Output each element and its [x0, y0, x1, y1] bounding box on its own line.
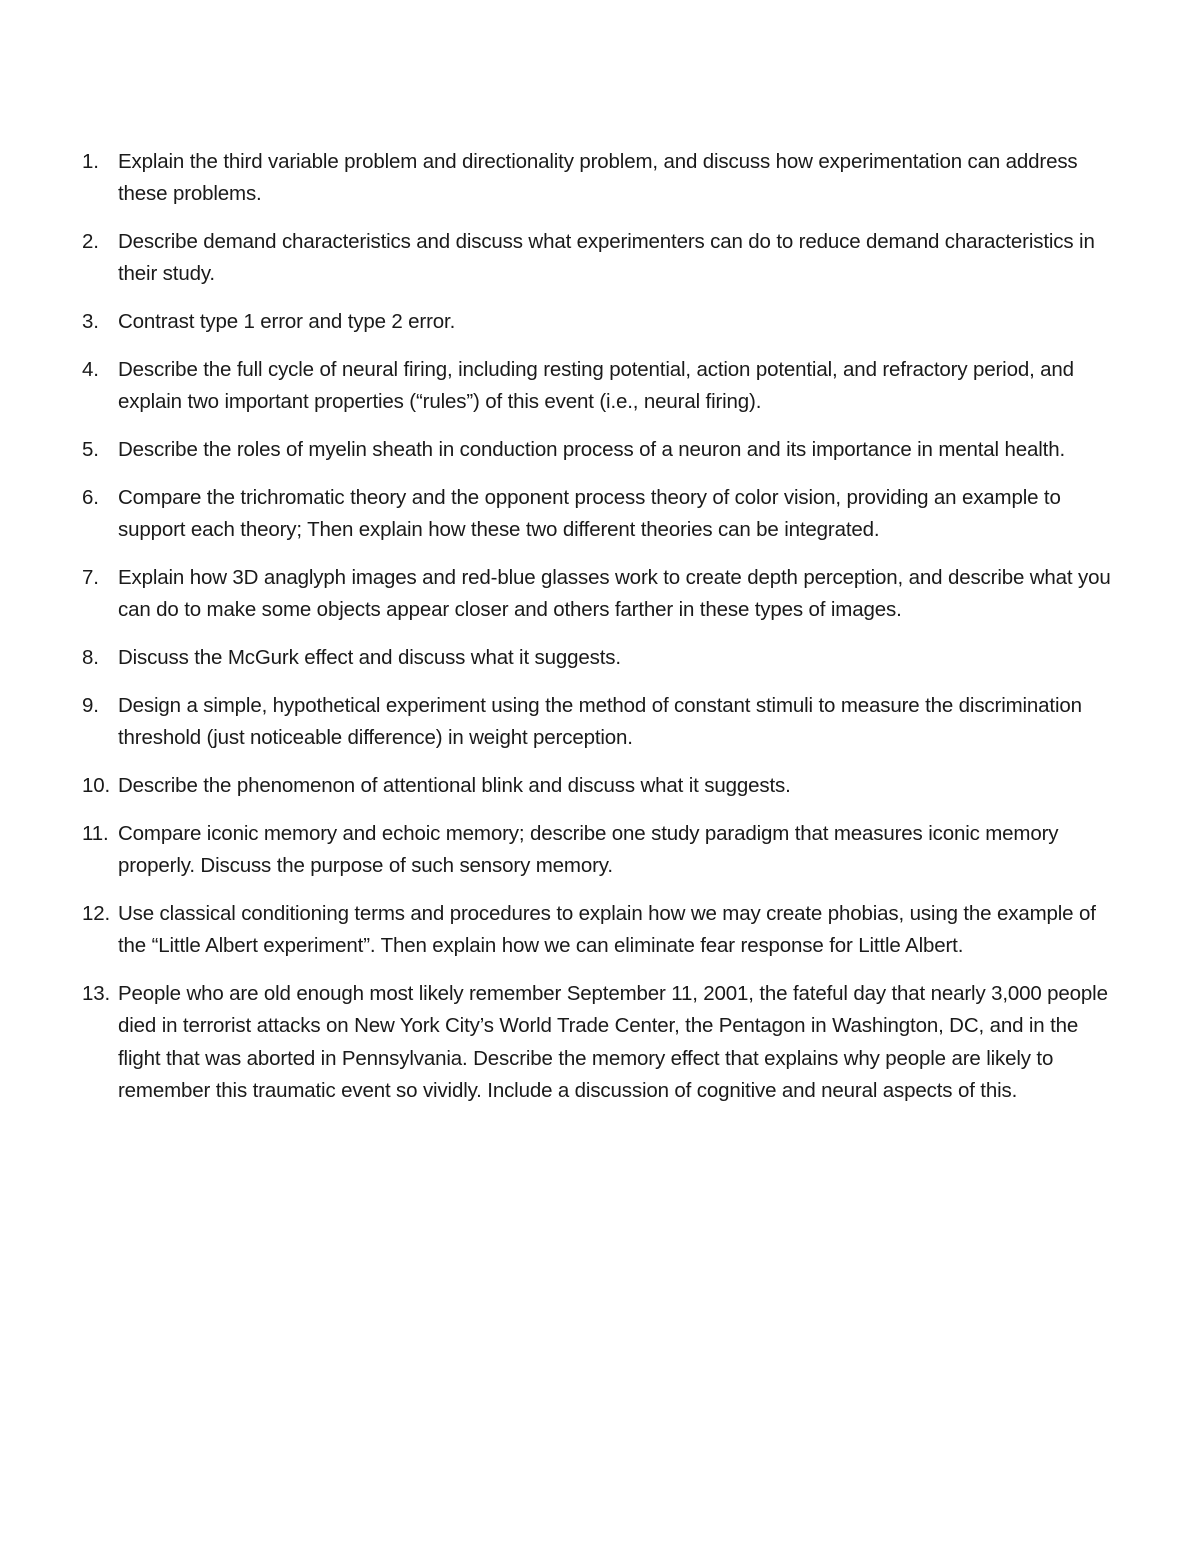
- question-item: [82, 482, 1122, 547]
- question-item: [82, 146, 1122, 211]
- question-text: Use classical conditioning terms and procedures to explain how we may create phobias, using the example of the “Little Albert experiment”. Then explain how we can eliminate fear response for Little Albert.: [118, 901, 1096, 958]
- question-number: 9.: [82, 693, 99, 717]
- question-text: Discuss the McGurk effect and discuss what it suggests.: [118, 646, 621, 670]
- question-number: 4.: [82, 357, 99, 381]
- question-item: [82, 898, 1122, 963]
- question-item: [82, 818, 1122, 883]
- question-text: Contrast type 1 error and type 2 error.: [118, 310, 456, 334]
- question-number: 11.: [82, 821, 109, 845]
- question-number: 1.: [82, 150, 99, 173]
- question-text: Describe the phenomenon of attentional blink and discuss what it suggests.: [118, 773, 791, 797]
- question-number: 12.: [82, 901, 111, 925]
- question-item: [82, 434, 1122, 466]
- question-text: People who are old enough most likely remember September 11, 2001, the fateful day that nearly 3,000 people died in terrorist attacks on New York City’s World Trade Center, the Pentagon in Washington, DC, and in the flight that was aborted in Pennsylvania. Describe the memory effect that explains why people are likely to remember this traumatic event so vividly. Include a discussion of cognitive and neural aspects of this.: [118, 981, 1108, 1102]
- question-number: 13.: [82, 981, 111, 1005]
- question-number: 7.: [82, 565, 99, 589]
- question-text: Compare the trichromatic theory and the opponent process theory of color vision, providing an example to support each theory; Then explain how these two different theories can be integrated.: [118, 485, 1061, 542]
- question-item: [82, 690, 1122, 755]
- question-text: Describe demand characteristics and discuss what experimenters can do to reduce demand characteristics in their study.: [118, 230, 1095, 286]
- question-number: 10.: [82, 773, 111, 797]
- question-item: [82, 978, 1122, 1107]
- question-text: Explain how 3D anaglyph images and red-blue glasses work to create depth perception, and describe what you can do to make some objects appear closer and others farther in these types of images.: [118, 565, 1111, 622]
- question-item: [82, 306, 1122, 338]
- question-item: [82, 226, 1122, 291]
- question-text: Explain the third variable problem and directionality problem, and discuss how experimentation can address these problems.: [118, 150, 1078, 206]
- question-item: [82, 770, 1122, 802]
- question-text: Describe the roles of myelin sheath in conduction process of a neuron and its importance in mental health.: [118, 438, 1066, 462]
- question-item: [82, 562, 1122, 627]
- question-list: [82, 146, 1122, 1123]
- question-number: 3.: [82, 310, 99, 334]
- question-text: Compare iconic memory and echoic memory; describe one study paradigm that measures iconic memory properly. Discuss the purpose of such sensory memory.: [118, 821, 1059, 878]
- question-item: [82, 642, 1122, 674]
- question-number: 5.: [82, 438, 99, 462]
- question-number: 8.: [82, 646, 99, 670]
- question-text: Design a simple, hypothetical experiment using the method of constant stimuli to measure the discrimination threshold (just noticeable difference) in weight perception.: [118, 693, 1082, 750]
- question-item: [82, 354, 1122, 419]
- question-number: 2.: [82, 230, 99, 254]
- question-text: Describe the full cycle of neural firing, including resting potential, action potential, and refractory period, and explain two important properties (“rules”) of this event (i.e., neural firing).: [118, 357, 1074, 414]
- question-number: 6.: [82, 485, 99, 509]
